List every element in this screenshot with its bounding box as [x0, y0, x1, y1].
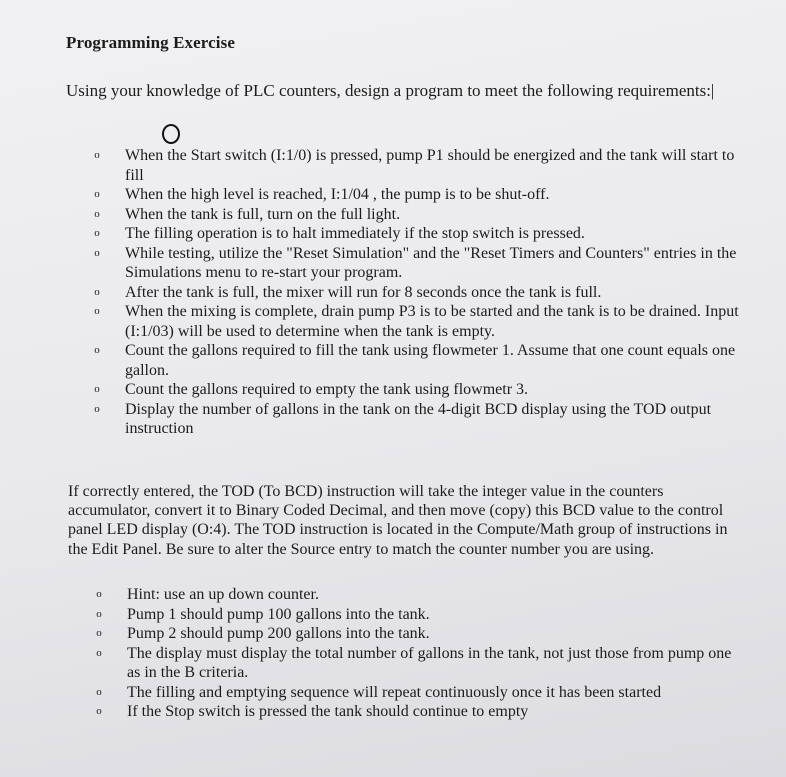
- list-item-text: If the Stop switch is pressed the tank should continue to empty: [127, 703, 529, 720]
- bullet-icon: o: [96, 646, 102, 659]
- list-item-text: When the mixing is complete, drain pump P3 is to be started and the tank is to be drained. Input (I:1/03) will be used to determine when the tank is empty.: [125, 303, 739, 340]
- list-item: [92, 380, 752, 400]
- intro-text: Using your knowledge of PLC counters, design a program to meet the following requirements:|: [66, 81, 715, 100]
- list-item-text: Pump 1 should pump 100 gallons into the tank.: [127, 605, 430, 623]
- list-item-text: After the tank is full, the mixer will run for 8 seconds once the tank is full.: [125, 283, 602, 301]
- bullet-icon: o: [94, 207, 100, 220]
- list-item: [92, 146, 752, 185]
- list-item-text: The display must display the total number of gallons in the tank, not just those from pump one as in the B criteria.: [127, 644, 732, 681]
- list-item-text: When the tank is full, turn on the full light.: [125, 205, 401, 223]
- page-title: Programming Exercise: [66, 33, 235, 52]
- list-item: [94, 624, 734, 644]
- list-item: [94, 585, 734, 605]
- list-item-text: Count the gallons required to fill the tank using flowmeter 1. Assume that one count equals one gallon.: [125, 342, 736, 379]
- list-item-text: Pump 2 should pump 200 gallons into the tank.: [127, 625, 430, 642]
- bullet-icon: o: [94, 149, 100, 161]
- requirements-list: [92, 146, 752, 439]
- circle-cursor-icon: [162, 124, 180, 144]
- list-item-text: Hint: use an up down counter.: [127, 586, 319, 603]
- tod-instruction-paragraph: If correctly entered, the TOD (To BCD) instruction will take the integer value in the counters accumulator, convert it to Binary Coded Decimal, and then move (copy) this BCD value to the control panel LED display (O:4). The TOD instruction is located in the Compute/Math group of instructions in the Edit Panel. Be sure to alter the Source entry to match the counter number you are using.: [68, 483, 728, 558]
- notes-list: [94, 585, 734, 722]
- bullet-icon: o: [94, 188, 100, 200]
- bullet-icon: o: [96, 685, 102, 698]
- bullet-icon: o: [96, 588, 102, 600]
- list-item-text: When the high level is reached, I:1/04 , the pump is to be shut-off.: [125, 186, 550, 203]
- bullet-icon: o: [96, 705, 102, 717]
- list-item: [92, 224, 752, 244]
- list-item: [94, 605, 734, 625]
- list-item: [92, 244, 752, 283]
- bullet-icon: o: [94, 383, 100, 395]
- list-item: [94, 683, 734, 703]
- list-item: [92, 400, 752, 439]
- bullet-icon: o: [94, 402, 100, 415]
- list-item-text: While testing, utilize the "Reset Simulation" and the "Reset Timers and Counters" entries in the Simulations menu to re-start your program.: [125, 244, 737, 281]
- bullet-icon: o: [94, 344, 100, 356]
- list-item-text: Count the gallons required to empty the tank using flowmetr 3.: [125, 381, 529, 398]
- bullet-icon: o: [94, 227, 100, 239]
- list-item: [92, 302, 752, 341]
- list-item-text: When the Start switch (I:1/0) is pressed, pump P1 should be energized and the tank will start to fill: [125, 147, 735, 184]
- list-item-text: The filling operation is to halt immediately if the stop switch is pressed.: [125, 225, 585, 242]
- list-item: [92, 185, 752, 205]
- bullet-icon: o: [94, 246, 100, 259]
- list-item: [94, 644, 734, 683]
- bullet-icon: o: [96, 607, 102, 620]
- list-item-text: Display the number of gallons in the tank on the 4-digit BCD display using the TOD output instruction: [125, 400, 712, 437]
- bullet-icon: o: [94, 305, 100, 317]
- bullet-icon: o: [96, 627, 102, 639]
- list-item-text: The filling and emptying sequence will repeat continuously once it has been started: [127, 683, 662, 701]
- bullet-icon: o: [94, 285, 100, 298]
- list-item: [92, 283, 752, 303]
- list-item: [92, 341, 752, 380]
- list-item: [94, 702, 734, 722]
- list-item: [92, 205, 752, 225]
